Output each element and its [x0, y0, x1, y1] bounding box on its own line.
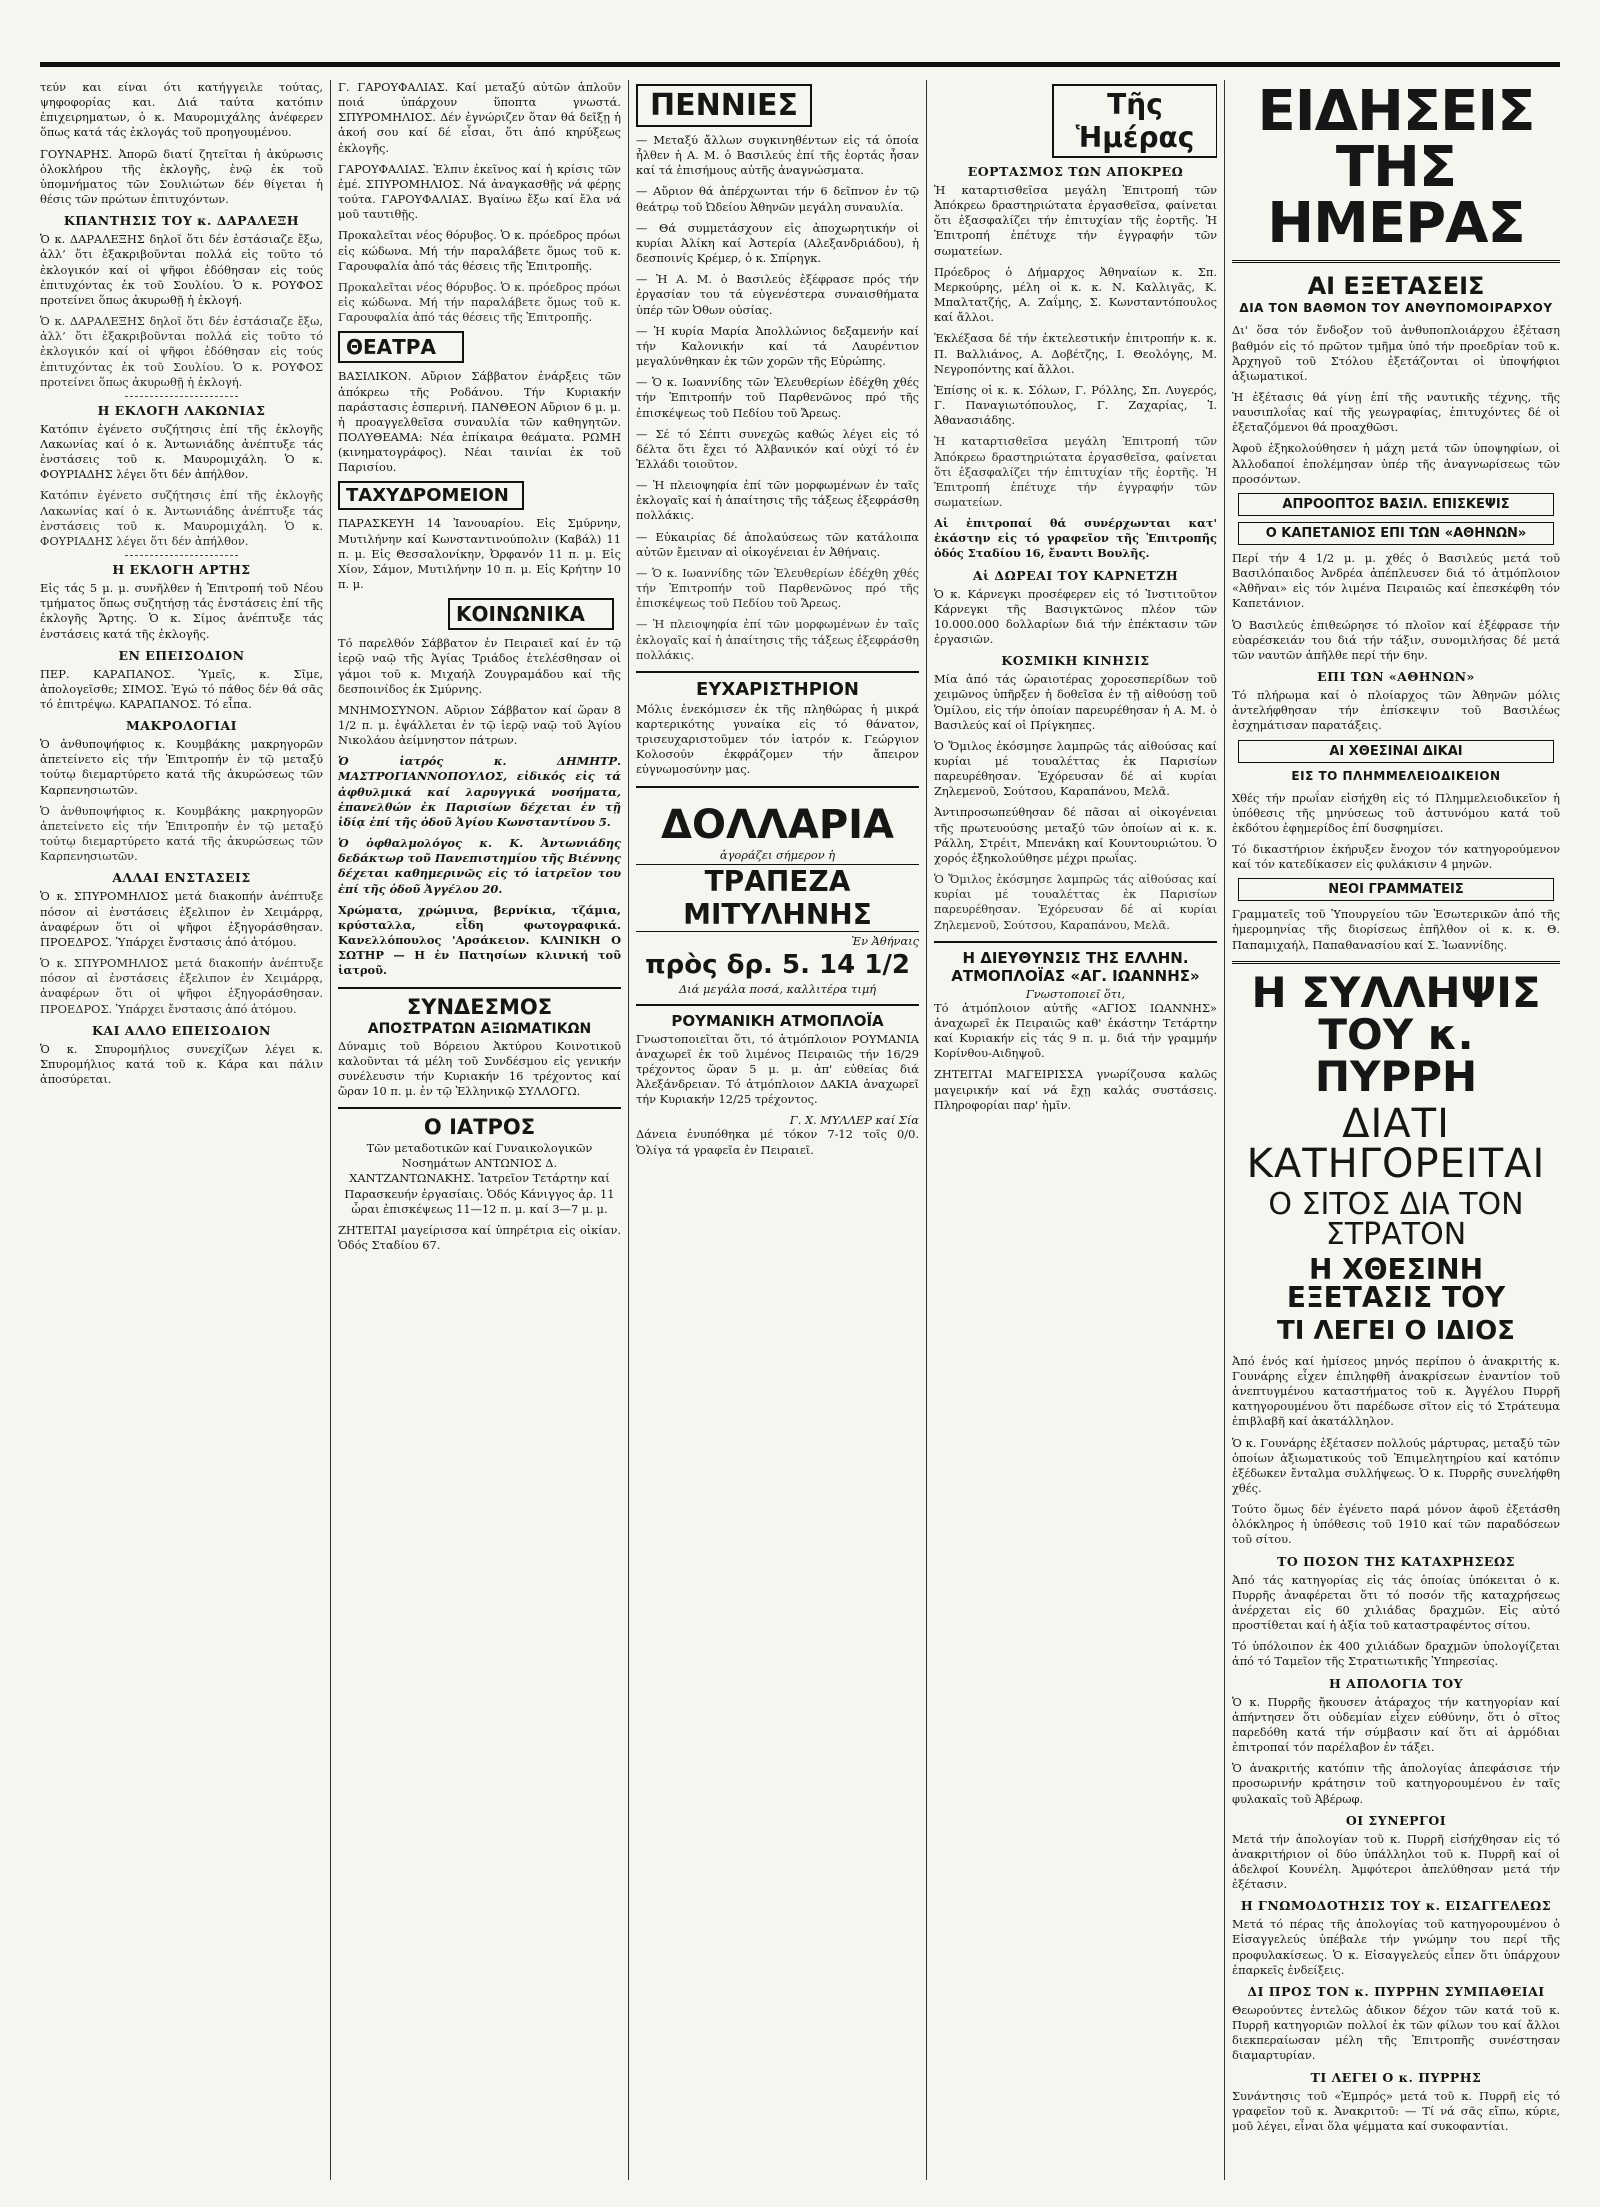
subhead-arta: Η ΕΚΛΟΓΗ ΑΡΤΗΣ — [112, 562, 251, 578]
loans-notice: Δάνεια ἐνυπόθηκα μέ τόκον 7-12 τοῖς 0/0. Ὁλίγα τά γραφεῖα ἐν Πειραιεῖ. — [636, 1127, 919, 1157]
garoufalias-paragraph: Γ. ΓΑΡΟΥΦΑΛΙΑΣ. Καί μεταξύ αὐτῶν ἁπλοῦν ποιά ὑπάρχουν ὕποπτα γνωστά. ΣΠΥΡΟΜΗΛΙΟΣ. Δέν ἐγνώριζεν ὅταν θά δεῖξῃ ἡ ἀκοή σου καί δέ εἶσαι, ὅτι ἀπό κηρύξεως ἐκλογῆς. — [338, 80, 621, 155]
apologia-paragraph: Ὁ κ. Πυρρῆς ἤκουσεν ἀτάραχος τήν κατηγορίαν καί ἀπήντησεν ὅτι οὐδεμίαν εἶχεν εὐθύνην, ὅτι ὁ σῖτος παρεδόθη κατά τήν σύμβασιν καί ὅτι αἱ ἀρμόδιαι ἐπιτροπαί τόν παρέλαβον ἐν τάξει. — [1232, 1694, 1560, 1755]
pennies-item-7: — Σέ τό Σέπτι συνεχῶς καθώς λέγει εἰς τό δέλτα ὅτι ἔχει τό Ἀλβανικόν καί οὐχί τό ἐν Ἑλλάδι τοιοῦτον. — [636, 426, 919, 471]
article-opening: τεύν και είναι ότι κατήγγειλε τούτας, ψηφοφορίας και. Διά ταύτα κατόπιν ἐπιχειρηματων, ὁ κ. Μαυρομιχάλης ἀνέφερεν ὅπως κατά τάς ἐκλογάς τοῦ προηγουμένου. — [40, 80, 323, 140]
exchange-rate: πρὸς δρ. 5. 14 1/2 — [645, 949, 910, 980]
kapetanios-heading: Ο ΚΑΠΕΤΑΝΙΟΣ ΕΠΙ ΤΩΝ «ΑΘΗΝΩΝ» — [1238, 522, 1554, 545]
eucharist-title: ΕΥΧΑΡΙΣΤΗΡΙΟΝ — [696, 678, 859, 700]
pyrrhi-deck-3: ΤΙ ΛΕΓΕΙ Ο ΙΔΙΟΣ — [1277, 1315, 1515, 1346]
section-heading-imeras: Τῆς Ἡμέρας — [1052, 84, 1217, 158]
column-rule — [330, 80, 331, 2180]
pyrrhi-paragraph: Ἀπό ἑνός καί ἡμίσεος μηνός περίπου ὁ ἀνακριτής κ. Γουνάρης εἶχεν ἐπιληφθῆ ἀνακρίσεων ἐναντίον τοῦ ἀνεπτυγμένου καταστήματος τοῦ κ. Ἀγγέλου Πυρρῆ κατηγορουμένου ὅτι παρέδωσε σῖτον εἰς τό Στράτευμα ἐπιβλαβῆ καί ἀκατάλληλον. — [1232, 1353, 1560, 1429]
kapetanios-paragraph-2: Ὁ Βασιλεύς ἐπιθεώρησε τό πλοῖον καί ἐξέφρασε τήν εὐαρέσκειάν του διά τήν τάξιν, συνομιλήσας δέ μετά τῶν ναυτῶν ἀπῆλθε περί τήν 6ην. — [1232, 617, 1560, 662]
dieythynsis-body: Τό ἀτμόπλοιον αὐτῆς «ΑΓΙΟΣ ΙΩΑΝΝΗΣ» ἀναχωρεῖ ἐκ Πειραιῶς καθ' ἑκάστην Τετάρτην καί Κυριακήν εἰς τάς 9 π. μ. διά τήν γραμμήν Κορίνθου-Αιδηψοῦ. — [934, 1000, 1217, 1061]
poson-paragraph: Ἀπό τάς κατηγορίας εἰς τάς ὁποίας ὑπόκειται ὁ κ. Πυρρῆς ἀναφέρεται ὅτι τό ποσόν τῆς καταχρήσεως ἀνέρχεται εἰς 60 χιλιάδας δραχμῶν. Εἰς αὐτό προστίθεται καί ἡ ἀξία τοῦ καταστραφέντος σίτου. — [1232, 1572, 1560, 1633]
roumaniki-agent: Γ. Χ. ΜΥΛΛΕΡ καί Σία — [789, 1113, 919, 1128]
subhead-lakonia: Η ΕΚΛΟΓΗ ΛΑΚΩΝΙΑΣ — [97, 402, 266, 418]
pennies-item-1: — Μεταξύ ἄλλων συγκινηθέντων εἰς τά ὁποία ἦλθεν ἡ Α. Μ. ὁ Βασιλεύς ἐπί τῆς ἑορτάς ἦσαν καί τά ἐπισήμους αὐτῆς ἀναγνώσματα. — [636, 133, 919, 178]
sympatheia-heading: ΔΙ ΠΡΟΣ ΤΟΝ κ. ΠΥΡΡΗΝ ΣΥΜΠΑΘΕΙΑΙ — [1247, 1983, 1545, 1999]
kosmiki-paragraph-3: Ἀντιπροσωπεύθησαν δέ πᾶσαι αἱ οἰκογένειαι τῆς πρωτευούσης μεταξύ τῶν ὁποίων αἱ κ. κ. Ράλλη, Στρέιτ, Μπενάκη καί Κουντουριώτου. Ὁ χορός ἐξηκολούθησε μέχρι πρωΐας. — [934, 805, 1217, 865]
divider — [125, 396, 238, 397]
daralexis-paragraph: Ὁ κ. ΔΑΡΑΛΕΞΗΣ δηλοῖ ὅτι δέν ἐστάσιαζε ἔξω, ἀλλ’ ὅτι ἐξακριβοῦνται πολλά εἰς τοῦτο τό ἐκλογικόν καί οἱ ψῆφοι ἐδόθησαν εἰς τούς ἐπιτυχόντας ἐκ τοῦ Σουλίου. Ὁ κ. ΡΟΥΦΟΣ προτείνει ὅπως ἀκυρωθῇ ἡ ἐκλογή. — [40, 232, 323, 307]
top-rule — [40, 62, 1560, 67]
large-amounts-note: Διά μεγάλα ποσά, καλλιτέρα τιμή — [678, 981, 877, 996]
enstaseis-continued: Ὁ κ. ΣΠΥΡΟΜΗΛΙΟΣ μετά διακοπήν ἀνέπτυξε πόσον αἱ ἐνστάσεις ἐξελιπον ἐν Χειμάρρᾳ, ἀναφέρων ὅτι οἱ ψῆφοι ἐξηγοράσθησαν. ΠΡΟΕΔΡΟΣ. Ὑπάρχει ἔνστασις ἀπό ἀτόμου. — [40, 956, 323, 1016]
iatros-ad — [338, 1107, 621, 1217]
column-rule — [926, 80, 927, 2180]
section-heading-koinonika: ΚΟΙΝΩΝΙΚΑ — [448, 598, 614, 630]
pyrrhi-deck-2: Η ΧΘΕΣΙΝΗ ΕΞΕΤΑΣΙΣ ΤΟΥ — [1286, 1252, 1506, 1314]
eortasmos-office: Αἱ ἐπιτροπαί θά συνέρχωνται κατ' ἐκάστην εἰς τό γραφεῖον τῆς Ἐπιτροπῆς ὁδός Σταδίου 16, ἔναντι Βουλῆς. — [934, 516, 1217, 561]
dikai-paragraph: Χθές τήν πρωΐαν εἰσήχθη εἰς τό Πλημμελειοδικεῖον ἡ ὑπόθεσις τῆς μηνύσεως τοῦ ἀστυνόμου κατά τοῦ ἐκδότου ἐφημερίδος ἐπί δυσφημίσει. — [1232, 790, 1560, 835]
column-rule — [1224, 80, 1225, 2180]
pyrrhi-paragraph-2: Ὁ κ. Γουνάρης ἐξέτασεν πολλούς μάρτυρας, μεταξύ τῶν ὁποίων ἀξιωματικούς τοῦ Ἐπιμελητηρίου καί κατόπιν ἐξέδωκεν ἔνταλμα συλλήψεως. Ὁ κ. Πυρρῆς συνελήφθη χθές. — [1232, 1435, 1560, 1496]
exetaseis-subtitle: ΔΙΑ ΤΟΝ ΒΑΘΜΟΝ ΤΟΥ ΑΝΘΥΠΟΜΟΙΡΑΡΧΟΥ — [1239, 301, 1553, 316]
exetaseis-paragraph-2: Ἡ ἐξέτασις θά γίνῃ ἐπί τῆς ναυτικῆς τέχνης, τῆς ναυσιπλοΐας καί τῆς γεωγραφίας, ἐπιτυχόντες δέ οἱ ἐξεταζόμενοι θά προαχθῶσι. — [1232, 390, 1560, 435]
column-3 — [636, 80, 919, 2180]
neoi-paragraph: Γραμματεῖς τοῦ Ὑπουργείου τῶν Ἐσωτερικῶν ἀπό τῆς ἡμερομηνίας τῆς διορίσεως ἐπῆλθον οἱ κ. κ. Θ. Παπαμιχαήλ, Παπαθανασίου καί Σ. Ἰωαννίδης. — [1232, 907, 1560, 952]
dollaria-title: ΔΟΛΛΑΡΙΑ — [661, 801, 894, 848]
pyrrhi-paragraph-3: Τούτο ὅμως δέν ἐγένετο παρά μόνον ἀφοῦ ἐξετάσθη ὁλόκληρος ἡ ὑπόθεσις τοῦ 1910 καί τῶν παραδόσεων τοῦ σίτου. — [1232, 1502, 1560, 1547]
roumaniki-ad — [636, 1004, 919, 1128]
syndesmos-body: Δύναμις τοῦ Βόρειου Ἀκτύρου Κοινοτικοῦ καλοῦνται τά μέλη τοῦ Συνδέσμου εἰς γενικήν συνέλευσιν τήν Κυριακήν 16 τρέχοντος καί ὥραν 10 π. μ. ἐν τῷ Ἐλληνικῷ ΣΥΛΛΟΓΩ. — [338, 1038, 621, 1098]
lakonia-continued: Κατόπιν ἐγένετο συζήτησις ἐπί τῆς ἐκλογῆς Λακωνίας καί ὁ κ. Ἀντωνιάδης ἀνέπτυξε τάς ἐνστάσεις τοῦ κ. Μαυρομιχάλη. Ὁ κ. ΦΟΥΡΙΑΔΗΣ λέγει ὅτι δέν ἀπήλθον. — [40, 488, 323, 548]
theatra-paragraph: ΒΑΣΙΛΙΚΟΝ. Αὔριον Σάββατον ἐνάρξεις τῶν ἀπόκρεω τῆς Ροδάνου. Τήν Κυριακήν παράστασις ἐσπερινή. ΠΑΝΘΕΟΝ Αὔριον 6 μ. μ. ἡ προαγγελθεῖσα συναυλία τῶν καθηγητῶν. ΠΟΛΥΘΕΑΜΑ: Νέα ἐπίκαιρα θεάματα. ΡΩΜΗ (κινηματογράφος). Νέαι ταινίαι ἐκ τοῦ Παρισίου. — [338, 369, 621, 475]
roumaniki-body: Γνωστοποιεῖται ὅτι, τό ἀτμόπλοιον ΡΟΥΜΑΝΙΑ ἀναχωρεῖ ἐκ τοῦ λιμένος Πειραιῶς τήν 16/29 τρέχοντος ὥραν 5 μ. μ. ἀπ' εὐθείας διά Ἀλεξάνδρειαν. Τό ἀτμόπλοιον ΔΑΚΙΑ ἀναχωρεῖ τήν Κυριακήν 12/25 τρέχοντος. — [636, 1031, 919, 1107]
gounaris-paragraph: ΓΟΥΝΑΡΗΣ. Ἀπορῶ διατί ζητεῖται ἡ ἀκύρωσις ὁλοκλήρου τῆς ἐκλογῆς, ἐνῷ ἐκ τοῦ ὑπομνήματος τῶν Σουλιώτων δέν θίγεται ἡ θέσις τῶν πρώτων ἐπιτυχόντων. — [40, 146, 323, 207]
basilis-heading: ΑΠΡΟΟΠΤΟΣ ΒΑΣΙΛ. ΕΠΙΣΚΕΨΙΣ — [1238, 493, 1554, 516]
subhead-daralexis: ΚΠΑΝΤΗΣΙΣ ΤΟΥ κ. ΔΑΡΑΛΕΞΗ — [63, 213, 300, 229]
subhead-kosmiki: ΚΟΣΜΙΚΗ ΚΙΝΗΣΙΣ — [1001, 653, 1150, 669]
roumaniki-title: ΡΟΥΜΑΝΙΚΗ ΑΤΜΟΠΛΟΪΑ — [671, 1011, 884, 1030]
pyrrhi-headline: Η ΣΥΛΛΗΨΙΣ ΤΟΥ κ. ΠΥΡΡΗ — [1251, 967, 1541, 1101]
dikai-subtitle: ΕΙΣ ΤΟ ΠΛΗΜΜΕΛΕΙΟΔΙΚΕΙΟΝ — [1291, 768, 1501, 783]
exetaseis-paragraph-3: Ἀφοῦ ἐξηκολούθησεν ἡ μάχη μετά τῶν ὑποψηφίων, οἱ Ἀλλοδαποί ἐπολέμησαν ὑπέρ τῆς ἀναγνωρίσεως τῶν προσόντων. — [1232, 441, 1560, 486]
episodion-paragraph: ΠΕΡ. ΚΑΡΑΠΑΝΟΣ. Ὑμεῖς, κ. Σῖμε, ἀπολογεῖσθε; ΣΙΜΟΣ. Ἐγώ τό πάθος δέν θά σᾶς τό ἐπιτρέψω. ΚΑΡΑΠΑΝΟΣ. Τό εἶπα. — [40, 666, 323, 711]
makrologiai-continued: Ὁ ἀνθυποψήφιος κ. Κουμβάκης μακρηγορῶν ἀπετείνετο εἰς τήν Ἐπιτροπήν ἐν τῷ μεταξύ τούτῳ διεμαρτύρετο κατά τῆς ἀκυρώσεως τῶν Καρπενησιωτῶν. — [40, 803, 323, 864]
syndesmos-subtitle: ΑΠΟΣΤΡΑΤΩΝ ΑΞΙΩΜΑΤΙΚΩΝ — [367, 1020, 592, 1037]
dikai-paragraph-2: Τό δικαστήριον ἐκήρυξεν ἔνοχον τόν κατηγορούμενον καί τόν κατεδίκασεν εἰς φυλάκισιν 4 μηνῶν. — [1232, 841, 1560, 872]
chroma-notice: Χρώματα, χρώμινα, βερνίκια, τζάμια, κρύσταλλα, εἶδη φωτογραφικά. Κανελλόπουλος 'Αρσάκειον. ΚΛΙΝΙΚΗ Ο ΣΩΤΗΡ — Η ἐν Πατησίων κλινική τοῦ ἰατροῦ. — [338, 902, 621, 978]
subhead-allo: ΚΑΙ ΑΛΛΟ ΕΠΕΙΣΟΔΙΟΝ — [92, 1022, 271, 1038]
subhead-enstaseis: ΑΛΛΑΙ ΕΝΣΤΑΣΕΙΣ — [112, 870, 251, 886]
mageirissa-notice: ΖΗΤΕΙΤΑΙ μαγείρισσα καί ὑπηρέτρια εἰς οἰκίαν. Ὁδός Σταδίου 67. — [338, 1222, 621, 1253]
kosmiki-continued: Ὁ Ὅμιλος ἐκόσμησε λαμπρῶς τάς αἰθούσας καί κυρίαι μέ τουαλέττας ἐκ Παρισίων παρευρέθησαν. Ἐχόρευσαν δέ αἱ κυρίαι Ζηλεμενοῦ, Σούτσου, Καραπάνου, Μελᾶ. — [934, 872, 1217, 932]
eucharist-ad — [636, 671, 919, 778]
apologia-heading: Η ΑΠΟΛΟΓΙΑ ΤΟΥ — [1328, 1675, 1464, 1691]
newspaper-page — [40, 80, 1560, 2180]
column-5 — [1232, 80, 1560, 2180]
ofthalmologos-notice: Ὁ ὀφθαλμολόγος κ. Κ. Ἀντωνιάδης δεδάκτωρ τοῦ Πανεπιστημίου τῆς Βιέννης δέχεται καθημερινῶς εἰς τό ἰατρεῖον του ἐπί τῆς ὁδοῦ Ἀγγέλου 20. — [338, 836, 621, 896]
karnetsi-paragraph: Ὁ κ. Κάρνεγκι προσέφερεν εἰς τό Ἰνστιτοῦτον Κάρνεγκι τῆς Βασιγκτῶνος πλέον τῶν 10.000.000 δολλαρίων διά τήν ἐπέκτασιν τῶν ἐργασιῶν. — [934, 586, 1217, 647]
masthead: ΕΙΔΗΣΕΙΣ ΤΗΣ ΗΜΕΡΑΣ — [1232, 84, 1560, 263]
divider — [1232, 961, 1560, 964]
eucharist-body: Μόλις ἐνεκόμισεν ἐκ τῆς πληθώρας ἡ μικρά καρτερικότης γυναίκα εἰς τό θάνατον, τρισευχαριστοῦμεν τόν ἰατρόν κ. Γεώργιον Κολοσούν ἐκφράζομεν τήν ἄπειρον εὐγνωμοσύνην μας. — [636, 701, 919, 777]
thorybos-paragraph: Προκαλεῖται νέος θόρυβος. Ὁ κ. πρόεδρος πρόωι εἰς κώδωνα. Μή τήν παραλάβετε ὅμως τοῦ κ. Γαρουφαλία ἀπό τάς θέσεις τῆς Ἐπιτροπῆς. — [338, 228, 621, 273]
pyrrhi-subheadline: ΔΙΑΤΙ ΚΑΤΗΓΟΡΕΙΤΑΙ — [1246, 1100, 1546, 1187]
koinonika-paragraph: Τό παρελθόν Σάββατον ἐν Πειραιεῖ καί ἐν τῷ ἰερῷ ναῷ τῆς Ἁγίας Τριάδος ἐτελέσθησαν οἱ γάμοι τοῦ κ. Μιχαήλ Ζουγραμάδου καί τῆς δεσποινίδος ἐκ Σμύρνης. — [338, 636, 621, 696]
poson-paragraph-2: Τό ὑπόλοιπον ἐκ 400 χιλιάδων δραχμῶν ὑπολογίζεται ἀπό τό Ταμεῖον τῆς Στρατιωτικῆς Ὑπηρεσίας. — [1232, 1639, 1560, 1669]
eortasmos-executive: Ἐκλέξασα δέ τήν ἐκτελεστικήν ἐπιτροπήν κ. κ. Π. Βαλλιάνος, Α. Δοβέτζης, Ι. Θεολόγης, Μ. Νεγροπόντης καί ἄλλοι. — [934, 331, 1217, 376]
poson-heading: ΤΟ ΠΟΣΟΝ ΤΗΣ ΚΑΤΑΧΡΗΣΕΩΣ — [1277, 1553, 1515, 1569]
arta-paragraph: Εἰς τάς 5 μ. μ. συνῆλθεν ἡ Ἐπιτροπή τοῦ Νέου τμήματος ὅπως συζητήσῃ τάς ἐνστάσεις ἐπί τῆς ἐκλογῆς Ἄρτης. Ὁ κ. Σίμος ἀνέπτυξε τάς ἐνστάσεις κατά τῆς ἐκλογῆς. — [40, 581, 323, 641]
makrologiai-paragraph: Ὁ ἀνθυποψήφιος κ. Κουμβάκης μακρηγορῶν ἀπετείνετο εἰς τήν Ἐπιτροπήν ἐν τῷ μεταξύ τούτῳ διεμαρτύρετο κατά τῆς ἀκυρώσεως τῶν Καρπενησιωτῶν. — [40, 737, 323, 797]
syndesmos-title: ΣΥΝΔΕΣΜΟΣ — [406, 994, 553, 1019]
athinon-heading: ΕΠΙ ΤΩΝ «ΑΘΗΝΩΝ» — [1317, 669, 1475, 685]
pennies-item-4: — Ἡ Α. Μ. ὁ Βασιλεύς ἐξέφρασε πρός τήν ἐργασίαν του τά εὐγενέστερα συναισθήματα ὑπέρ τῶν Ὀθων οὐσίας. — [636, 272, 919, 317]
pennies-item-5: — Ἡ κυρία Μαρία Ἀπολλώνιος δεξαμενήν καί τήν Καλονικήν καί τά Λαυρέντιον μεγαλύνθηκαν ἐκ τῶν χορῶν τῆς Εὐρώπης. — [636, 323, 919, 369]
subhead-karnetsi: Αἱ ΔΩΡΕΑΙ ΤΟΥ ΚΑΡΝΕΤΖΗ — [972, 567, 1179, 583]
column-2 — [338, 80, 621, 2180]
tachydromeion-paragraph: ΠΑΡΑΣΚΕΥΗ 14 Ἰανουαρίου. Εἰς Σμύρνην, Μυτιλήνην καί Κωνσταντινούπολιν (Καβάλ) 11 π. μ. Εἰς Θεσσαλονίκην, Ὀρφανόν 11 π. μ. Εἰς Χίον, Σάμον, Μυτιλήνην 10 π. μ. Εἰς Κρήτην 10 π. μ. — [338, 516, 621, 592]
pennies-item-3: — Θά συμμετάσχουν εἰς ἀποχωρητικήν οἱ κυρίαι Ἀλίκη καί Ἀστερία (Αλεξανδριάδου), ἡ δεσποινίς Κρέμερ, ὁ κ. Σπίρηγκ. — [636, 220, 919, 266]
column-rule — [628, 80, 629, 2180]
eortasmos-members: Πρόεδρος ὁ Δήμαρχος Ἀθηναίων κ. Σπ. Μερκούρης, μέλη οἱ κ. κ. Ν. Καλλιγᾶς, Κ. Μπαλτατζής, Α. Ζαΐμης, Σ. Κωνσταντόπουλος καί ἄλλοι. — [934, 264, 1217, 325]
exetaseis-paragraph: Δι' ὅσα τόν ἔνδοξον τοῦ ἀνθυποπλοιάρχου ἐξέταση βαθμόν εἰς τό πρῶτον τμῆμα ὑπό τήν προεδρίαν τοῦ κ. Ἀρχηγοῦ τοῦ Στόλου ἐξετάζονται οἱ ὑποψήφιοι ἀξιωματικοί. — [1232, 323, 1560, 383]
section-heading-theatra: ΘΕΑΤΡΑ — [338, 331, 464, 363]
section-heading-tachydromeion: ΤΑΧΥΔΡΟΜΕΙΟΝ — [338, 481, 524, 510]
athinon-paragraph: Τό πλήρωμα καί ὁ πλοίαρχος τῶν Ἀθηνῶν μόλις ἀντελήφθησαν τήν ἐπίσκεψιν τοῦ Βασιλέως ἐσχημάτισαν παρατάξεις. — [1232, 688, 1560, 733]
dikai-heading: ΑΙ ΧΘΕΣΙΝΑΙ ΔΙΚΑΙ — [1238, 740, 1554, 763]
pennies-item-9: — Εὐκαιρίας δέ ἀπολαύσεως τῶν κατάλοιπα αὐτῶν ἔμειναν αἱ οἰκογένειαι ἐν Ἀθήναις. — [636, 529, 919, 559]
iatros-title: Ο ΙΑΤΡΟΣ — [423, 1115, 536, 1140]
column-1 — [40, 80, 323, 2180]
gnomodotisis-paragraph: Μετά τό πέρας τῆς ἀπολογίας τοῦ κατηγορουμένου ὁ Εἰσαγγελεύς ὑπέβαλε τήν γνώμην του περί τῆς προφυλακίσεως. Ὁ κ. Εἰσαγγελεύς εἶπεν ὅτι ὑπάρχουν ἐπαρκεῖς ἐνδείξεις. — [1232, 1917, 1560, 1977]
kosmiki-paragraph-2: Ὁ Ὅμιλος ἐκόσμησε λαμπρῶς τάς αἰθούσας καί κυρίαι μέ τουαλέττας ἐκ Παρισίων παρευρέθησαν. Ἐχόρευσαν δέ αἱ κυρίαι Ζηλεμενοῦ, Σούτσου, Καραπάνου, Μελᾶ. — [934, 738, 1217, 799]
eortasmos-paragraph: Ἡ καταρτισθεῖσα μεγάλη Ἐπιτροπή τῶν Ἀπόκρεω δραστηριώτατα ἐργασθεῖσα, φαίνεται ὅτι ἐξασφαλίζει τήν ἐπιτυχίαν τῆς ἑορτῆς. Ἡ Ἐπιτροπή ἐπέτυχε τήν ἐγγραφήν τῶν σωματείων. — [934, 183, 1217, 258]
pennies-continued: — Ὁ κ. Ιωαννίδης τῶν Ἐλευθερίων ἐδέχθη χθές τήν Ἐπιτροπήν τοῦ Παρθενῶνος πρό τῆς ἐπισκέψεως τοῦ Πεδίου τοῦ Ἄρεως. — [636, 565, 919, 611]
bank-location: Ἐν Ἀθήναις — [851, 933, 919, 948]
dieythynsis-title: Η ΔΙΕΥΘΥΝΣΙΣ ΤΗΣ ΕΛΛΗΝ. ΑΤΜΟΠΛΟΪΑΣ «ΑΓ. ΙΩΑΝΝΗΣ» — [951, 948, 1200, 985]
pennies-item-2: — Αὔριον θά ἀπέρχωνται τήν 6 δεῖπνον ἐν τῷ θεάτρῳ τοῦ Ὠδείου Ἀθηνῶν μεγάλη συναυλία. — [636, 184, 919, 214]
mnemosynon-paragraph: ΜΝΗΜΟΣΥΝΟΝ. Αὔριον Σάββατον καί ὥραν 8 1/2 π. μ. ἐψάλλεται ἐν τῷ ἱερῷ ναῷ τοῦ Ἁγίου Νικολάου ἀείμνηστον πάτρων. — [338, 702, 621, 748]
subhead-episodion: ΕΝ ΕΠΕΙΣΟΔΙΟΝ — [118, 647, 245, 663]
bank-name: ΤΡΑΠΕΖΑ ΜΙΤΥΛΗΝΗΣ — [636, 864, 919, 932]
mageirissa-notice: ΖΗΤΕΙΤΑΙ ΜΑΓΕΙΡΙΣΣΑ γνωρίζουσα καλῶς μαγειρικήν καί νά ἔχῃ καλάς συστάσεις. Πληροφορίαι παρ' ἡμῖν. — [934, 1067, 1217, 1112]
dieythynsis-announce: Γνωστοποιεῖ ὅτι, — [1025, 986, 1126, 1001]
lakonia-paragraph: Κατόπιν ἐγένετο συζήτησις ἐπί τῆς ἐκλογῆς Λακωνίας καί ὁ κ. Ἀντωνιάδης ἀνέπτυξε τάς ἐνστάσεις τοῦ κ. Μαυρομιχάλη. Ὁ κ. ΦΟΥΡΙΑΔΗΣ λέγει ὅτι δέν ἀπήλθον. — [40, 421, 323, 482]
gnomodotisis-heading: Η ΓΝΩΜΟΔΟΤΗΣΙΣ ΤΟΥ κ. ΕΙΣΑΓΓΕΛΕΩΣ — [1240, 1898, 1552, 1914]
synergoi-paragraph: Μετά τήν ἀπολογίαν τοῦ κ. Πυρρῆ εἰσήχθησαν εἰς τό ἀνακριτήριον οἱ δύο ὑπάλληλοι τοῦ κ. Πυρρῆ καί οἱ ἀδελφοί Κουνέλη. Ἀμφότεροι ἀπελύθησαν μετά τήν ἐξέτασιν. — [1232, 1831, 1560, 1892]
apologia-paragraph-2: Ὁ ἀνακριτής κατόπιν τῆς ἀπολογίας ἀπεφάσισε τήν προσωρινήν κράτησιν τοῦ κατηγορουμένου ἐν ταῖς φυλακαῖς τοῦ Ἀβέρωφ. — [1232, 1761, 1560, 1806]
pyrrhi-deck-1: Ο ΣΙΤΟΣ ΔΙΑ ΤΟΝ ΣΤΡΑΤΟΝ — [1268, 1186, 1524, 1252]
sympatheia-paragraph: Θεωρούντες ἐντελῶς ἀδικον δέχον τῶν κατά τοῦ κ. Πυρρῆ κατηγοριῶν πολλοί ἐκ τῶν φίλων του καί ἄλλοι διεκπεραίωσαν μέλη τῆς Ἐπιτροπῆς συνέστησαν διαμαρτυρίαν. — [1232, 2002, 1560, 2063]
syndesmos-ad — [338, 987, 621, 1100]
dieythynsis-ad — [934, 941, 1217, 1062]
column-4 — [934, 80, 1217, 2180]
daralexis-continued: Ὁ κ. ΔΑΡΑΛΕΞΗΣ δηλοῖ ὅτι δέν ἐστάσιαζε ἔξω, ἀλλ’ ὅτι ἐξακριβοῦνται πολλά εἰς τοῦτο τό ἐκλογικόν καί οἱ ψῆφοι ἐδόθησαν εἰς τούς ἐπιτυχόντας ἐκ τοῦ Σουλίου. Ὁ κ. ΡΟΥΦΟΣ προτείνει ὅπως ἀκυρωθῇ ἡ ἐκλογή. — [40, 314, 323, 389]
legei-heading: ΤΙ ΛΕΓΕΙ Ο κ. ΠΥΡΡΗΣ — [1310, 2069, 1482, 2085]
pennies-item-6: — Ὁ κ. Ιωαννίδης τῶν Ἐλευθερίων ἐδέχθη χθές τήν Ἐπιτροπήν τοῦ Παρθενῶνος πρό τῆς ἐπισκέψεως τοῦ Πεδίου τοῦ Ἄρεως. — [636, 375, 919, 420]
exetaseis-title: ΑΙ ΕΞΕΤΑΣΕΙΣ — [1307, 272, 1485, 300]
subhead-makrologiai: ΜΑΚΡΟΛΟΓΙΑΙ — [125, 718, 238, 734]
allo-paragraph: Ὁ κ. Σπυρομήλιος συνεχίζων λέγει κ. Σπυρομήλιος κατά τοῦ κ. Κάρα και πάλιν ἀποσύρεται. — [40, 1041, 323, 1086]
mastrogianno-notice: Ὁ ἰατρός κ. ΔΗΜΗΤΡ. ΜΑΣΤΡΟΓΙΑΝΝΟΠΟΥΛΟΣ, εἰδικός εἰς τά ἀφθυλμικά καί λαρυγγικά νοσήματα, ἐπανελθών ἐκ Παρισίων δέχεται ἐν τῇ ἰδίᾳ ἐπί τῆς ὁδοῦ Ἁγίου Κωνσταντίνου 5. — [338, 754, 621, 829]
divider — [125, 555, 238, 556]
subhead-eortasmos: ΕΟΡΤΑΣΜΟΣ ΤΩΝ ΑΠΟΚΡΕΩ — [967, 164, 1184, 179]
thorybos-continued: Προκαλεῖται νέος θόρυβος. Ὁ κ. πρόεδρος πρόωι εἰς κώδωνα. Μή τήν παραλάβετε ὅμως τοῦ κ. Γαρουφαλία ἀπό τάς θέσεις τῆς Ἐπιτροπῆς. — [338, 279, 621, 325]
dollaria-ad — [636, 786, 919, 996]
dollaria-buys: ἀγοράζει σήμερον ἡ — [719, 847, 836, 862]
kapetanios-paragraph: Περί τήν 4 1/2 μ. μ. χθές ὁ Βασιλεύς μετά τοῦ Βασιλόπαιδος Ἀνδρέα ἀπέπλευσεν διά τό ἀτμόπλοιον «Ἀθῆναι» εἰς τόν λιμένα Πειραιῶς καί ἐπεσκέφθη τόν Καπετάνιον. — [1232, 550, 1560, 611]
legei-paragraph: Συνάντησις τοῦ «Ἐμπρός» μετά τοῦ κ. Πυρρῆ εἰς τό γραφεῖον τοῦ κ. Ἀνακριτοῦ: — Τί νά σᾶς εἴπω, κύριε, μοῦ λέγει, εἶναι ὅλα ψέμματα καί συκοφαντίαι. — [1232, 2088, 1560, 2133]
enstaseis-paragraph: Ὁ κ. ΣΠΥΡΟΜΗΛΙΟΣ μετά διακοπήν ἀνέπτυξε πόσον αἱ ἐνστάσεις ἐξελιπον ἐν Χειμάρρᾳ, ἀναφέρων ὅτι οἱ ψῆφοι ἐξηγοράσθησαν. ΠΡΟΕΔΡΟΣ. Ὑπάρχει ἔνστασις ἀπό ἀτόμου. — [40, 889, 323, 949]
eortasmos-others: Ἐπίσης οἱ κ. κ. Σόλων, Γ. Ρόλλης, Σπ. Λυγερός, Γ. Παναγιωτόπουλος, Γ. Ζαχαρίας, Ἰ. Ἀθανασιάδης. — [934, 382, 1217, 428]
section-heading-pennies: ΠΕΝΝΙΕΣ — [636, 84, 812, 127]
dialog-paragraph: ΓΑΡΟΥΦΑΛΙΑΣ. Ἐλπιν ἐκεῖνος καί ἡ κρίσις τῶν ἐμέ. ΣΠΥΡΟΜΗΛΙΟΣ. Νά ἀναγκασθῇς νά φέρῃς τούτα. ΓΑΡΟΥΦΑΛΙΑΣ. Βγαίνω ἔξω καί ἔλα νά μοῦ ταυτιθῇς. — [338, 161, 621, 222]
neoi-heading: ΝΕΟΙ ΓΡΑΜΜΑΤΕΙΣ — [1238, 878, 1554, 901]
iatros-body: Τῶν μεταδοτικῶν καί Γυναικολογικῶν Νοσημάτων ΑΝΤΩΝΙΟΣ Δ. ΧΑΝΤΖΑΝΤΩΝΑΚΗΣ. Ἰατρεῖον Τετάρτην καί Παρασκευήν ἐργασίαις. Ὁδός Κάνιγγος ἀρ. 11 ὧραι ἐπισκέψεως 11—12 π. μ. καί 3—7 μ. μ. — [344, 1141, 615, 1216]
synergoi-heading: ΟΙ ΣΥΝΕΡΓΟΙ — [1345, 1812, 1447, 1828]
pennies-item-8: — Ἡ πλειοψηφία ἐπί τῶν μορφωμένων ἐν ταῖς ἐκλογαῖς καί ἡ ἀπαίτησις τῆς τάξεως ἐξεφράσθη πολλάκις. — [636, 478, 919, 523]
pennies-continued: — Ἡ πλειοψηφία ἐπί τῶν μορφωμένων ἐν ταῖς ἐκλογαῖς καί ἡ ἀπαίτησις τῆς τάξεως ἐξεφράσθη πολλάκις. — [636, 617, 919, 662]
kosmiki-paragraph: Μία ἀπό τάς ὡραιοτέρας χοροεσπερίδων τοῦ χειμῶνος ὑπῆρξεν ἡ δοθεῖσα ἐν τῇ αἰθούσῃ τοῦ Ὁμίλου, εἰς τήν ὁποίαν παρευρέθησαν ἡ Α. Μ. ὁ Βασιλεύς καί οἱ Πρίγκηπες. — [934, 672, 1217, 732]
eortasmos-continued: Ἡ καταρτισθεῖσα μεγάλη Ἐπιτροπή τῶν Ἀπόκρεω δραστηριώτατα ἐργασθεῖσα, φαίνεται ὅτι ἐξασφαλίζει τήν ἐπιτυχίαν τῆς ἑορτῆς. Ἡ Ἐπιτροπή ἐπέτυχε τήν ἐγγραφήν τῶν σωματείων. — [934, 434, 1217, 509]
